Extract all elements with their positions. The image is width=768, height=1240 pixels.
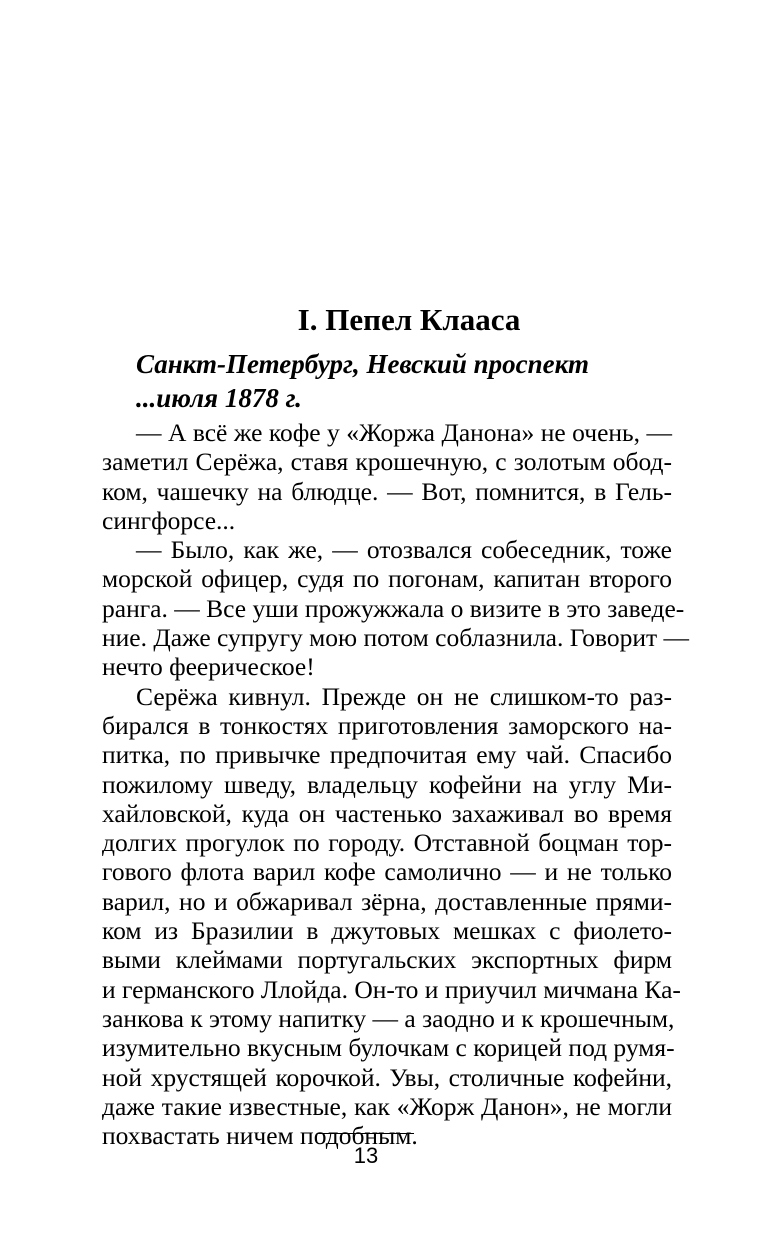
text-line: морской офицер, судя по погонам, капитан второго: [102, 564, 672, 594]
text-line: выми клеймами португальских экспортных фирм: [102, 945, 672, 975]
text-line: хайловской, куда он частенько захаживал во время: [102, 798, 672, 828]
text-line: — А всё же кофе у «Жоржа Данона» не очень, —: [136, 418, 672, 447]
chapter-title: I. Пепел Клааса: [297, 302, 521, 337]
text-line: и германского Ллойда. Он-то и приучил мичмана Ка-: [102, 974, 681, 1004]
text-line: бирался в тонкостях приготовления заморского на-: [102, 710, 672, 740]
page-number: 13: [353, 1143, 379, 1168]
text-line: ние. Даже супругу мою потом соблазнила. Говорит —: [102, 623, 690, 653]
text-line: питка, по привычке предпочитая ему чай. Спасибо: [102, 740, 672, 770]
text-line: Серёжа кивнул. Прежде он не слишком-то раз-: [136, 681, 672, 711]
text-line: заметил Серёжа, ставя крошечную, с золотым обод-: [102, 447, 672, 477]
text-line: долгих прогулок по городу. Отставной боцман тор-: [102, 828, 672, 858]
text-line: сингфорсе...: [102, 505, 236, 535]
footer-rule: [318, 1133, 414, 1134]
text-line: занкова к этому напитку — а заодно и к крошечным,: [102, 1003, 675, 1033]
text-line: ранга. — Все уши прожужжала о визите в это заведе-: [102, 593, 685, 623]
epigraph-line: ...июля 1878 г.: [136, 383, 302, 413]
text-line: ком из Бразилии в джутовых мешках с фиолето-: [102, 916, 672, 946]
body-text: [102, 418, 690, 1151]
text-line: варил, но и обжаривал зёрна, доставленные прями-: [102, 886, 672, 916]
text-line: ной хрустящей корочкой. Увы, столичные кофейни,: [102, 1062, 672, 1092]
text-line: даже такие известные, как «Жорж Данон», не могли: [102, 1091, 672, 1121]
epigraph: [136, 347, 676, 415]
text-line: ком, чашечку на блюдце. — Вот, помнится, в Гель-: [102, 476, 672, 506]
text-line: пожилому шведу, владельцу кофейни на углу Ми-: [102, 769, 672, 799]
text-line: похвастать ничем подобным.: [102, 1121, 418, 1151]
epigraph-line: Санкт-Петербург, Невский проспект: [136, 349, 589, 379]
text-line: нечто феерическое!: [102, 652, 315, 682]
text-line: — Было, как же, — отозвался собеседник, тоже: [136, 535, 672, 565]
text-line: гового флота варил кофе самолично — и не только: [102, 857, 672, 887]
text-line: изумительно вкусным булочкам с корицей под румя-: [102, 1033, 675, 1063]
